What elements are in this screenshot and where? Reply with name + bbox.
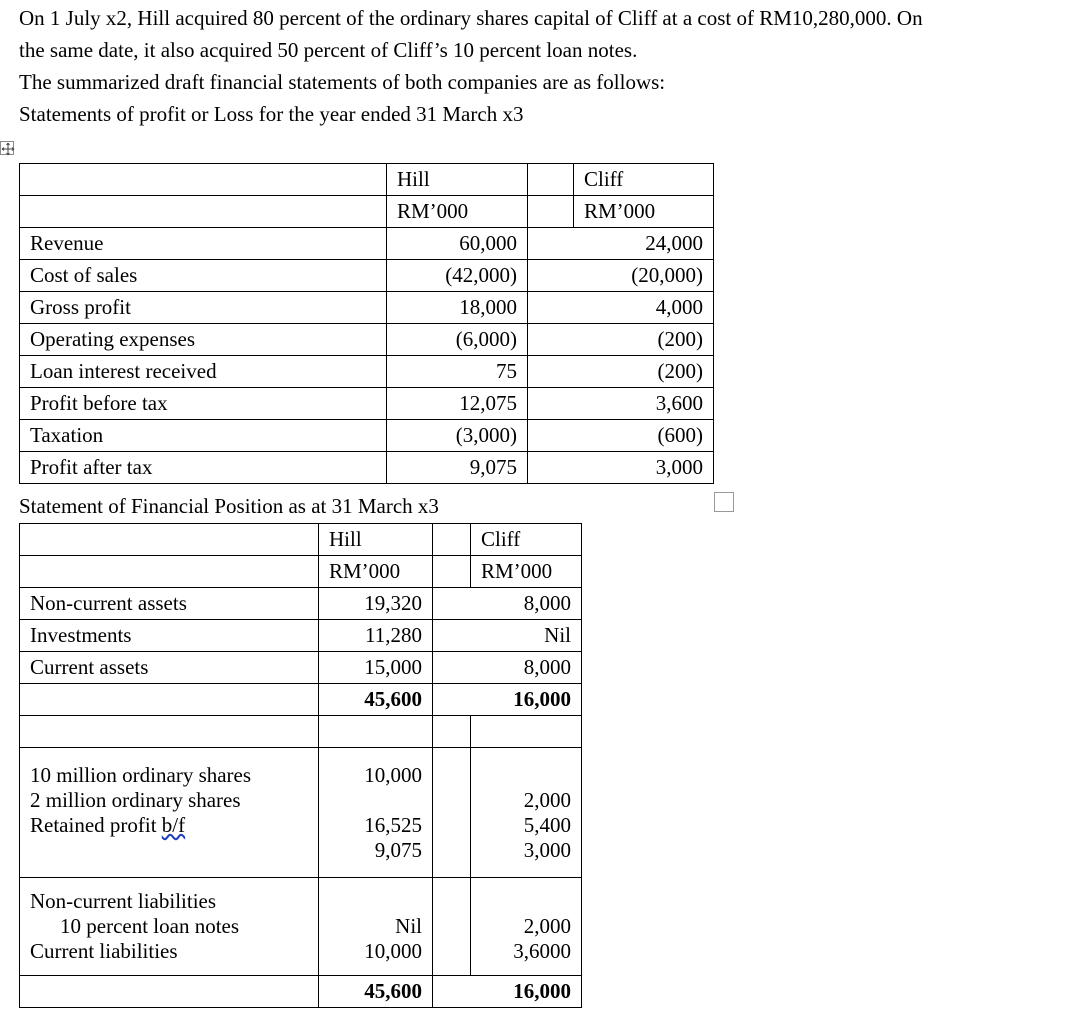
row-label: Cost of sales [20,260,387,292]
cliff-value: 3,600 [528,388,714,420]
unit-cliff: RM’000 [471,556,582,588]
current-hill-value: 10,000 [364,939,422,963]
cliff-shares-value: 2,000 [523,787,571,812]
profit-hill-value: 9,075 [374,837,422,862]
spacer-cell [433,524,471,556]
header-hill: Hill [319,524,433,556]
pl-title [19,98,523,130]
row-label: Revenue [20,228,387,260]
hill-value: 19,320 [319,588,433,620]
cliff-value: 8,000 [433,588,582,620]
header-blank [20,556,319,588]
table-row [20,588,582,620]
table-row [20,652,582,684]
row-label: Investments [20,620,319,652]
table-row [20,228,714,260]
hill-value: (42,000) [387,260,528,292]
spacer-cell [528,164,574,196]
retained-hill-value: 16,525 [364,812,422,837]
liability-cliff-values [471,878,582,976]
unit-hill: RM’000 [387,196,528,228]
hill-value: 60,000 [387,228,528,260]
table-row [20,684,582,716]
table-row [20,324,714,356]
table-row [20,388,714,420]
liability-labels [20,878,319,976]
total-hill: 45,600 [319,976,433,1008]
header-blank [20,164,387,196]
liability-hill-values [319,878,433,976]
ncl-label: Non-current liabilities [30,889,217,913]
total-cliff: 16,000 [433,976,582,1008]
row-label: Current assets [20,652,319,684]
total-label [20,684,319,716]
table-row [20,620,582,652]
cliff-value: 24,000 [528,228,714,260]
table-row [20,976,582,1008]
table-row [20,452,714,484]
hill-value: 12,075 [387,388,528,420]
table-row [20,356,714,388]
summary-line: The summarized draft financial statements of both companies are as follows: [19,70,666,94]
cliff-value: (200) [528,324,714,356]
cliff-value: 3,000 [528,452,714,484]
loan-hill-value: Nil [395,914,422,938]
header-blank [20,196,387,228]
blank-cell [20,716,319,748]
hill-value: 75 [387,356,528,388]
table-row [20,164,714,196]
total-assets-cliff: 16,000 [433,684,582,716]
cliff-value: 8,000 [433,652,582,684]
current-liabilities-label: Current liabilities [30,939,178,963]
cliff-shares-label: 2 million ordinary shares [30,787,241,812]
equity-labels [20,748,319,878]
cliff-value: (20,000) [528,260,714,292]
hill-value: 11,280 [319,620,433,652]
blank-cell [471,716,582,748]
table-row [20,878,582,976]
intro-line-2: the same date, it also acquired 50 percent of Cliff’s 10 percent loan notes. [19,38,638,62]
intro-paragraph [19,2,923,66]
sofp-title-text: Statement of Financial Position as at 31 March x3 [19,494,439,518]
table-row [20,556,582,588]
row-label: Taxation [20,420,387,452]
table-move-handle-icon[interactable] [0,141,14,155]
header-cliff: Cliff [574,164,714,196]
cliff-value: Nil [433,620,582,652]
header-hill: Hill [387,164,528,196]
table-resize-handle[interactable] [714,492,734,512]
profit-cliff-value: 3,000 [523,837,571,862]
hill-shares-value: 10,000 [364,762,422,787]
table-row [20,524,582,556]
hill-shares-label: 10 million ordinary shares [30,762,252,787]
spacer-cell [433,716,471,748]
hill-value: 18,000 [387,292,528,324]
spacer-cell [433,748,471,878]
sofp-title [19,490,439,522]
header-cliff: Cliff [471,524,582,556]
header-blank [20,524,319,556]
retained-cliff-value: 5,400 [523,812,571,837]
table-row [20,420,714,452]
equity-cliff-values [471,748,582,878]
spacer-cell [433,556,471,588]
cliff-value: (200) [528,356,714,388]
hill-value: (3,000) [387,420,528,452]
cliff-value: 4,000 [528,292,714,324]
table-row [20,196,714,228]
current-cliff-value: 3,6000 [513,939,571,963]
cliff-value: (600) [528,420,714,452]
row-label: Gross profit [20,292,387,324]
equity-hill-values [319,748,433,878]
hill-value: (6,000) [387,324,528,356]
hill-value: 9,075 [387,452,528,484]
retained-label: Retained profit b/f [30,812,186,837]
spacer-cell [528,196,574,228]
total-label [20,976,319,1008]
financial-position-table [19,523,582,1008]
table-row [20,260,714,292]
row-label: Loan interest received [20,356,387,388]
summary-paragraph [19,66,665,98]
loan-notes-label: 10 percent loan notes [60,914,240,938]
total-assets-hill: 45,600 [319,684,433,716]
profit-loss-table [19,163,714,484]
blank-cell [319,716,433,748]
pl-title-text: Statements of profit or Loss for the year ended 31 March x3 [19,102,524,126]
unit-hill: RM’000 [319,556,433,588]
intro-line-1: On 1 July x2, Hill acquired 80 percent of the ordinary shares capital of Cliff at a cost of RM10,280,000. On [19,6,923,30]
row-label: Non-current assets [20,588,319,620]
table-row [20,748,582,878]
unit-cliff: RM’000 [574,196,714,228]
loan-cliff-value: 2,000 [523,914,571,938]
row-label: Profit before tax [20,388,387,420]
row-label: Operating expenses [20,324,387,356]
hill-value: 15,000 [319,652,433,684]
table-row [20,716,582,748]
spacer-cell [433,878,471,976]
row-label: Profit after tax [20,452,387,484]
table-row [20,292,714,324]
